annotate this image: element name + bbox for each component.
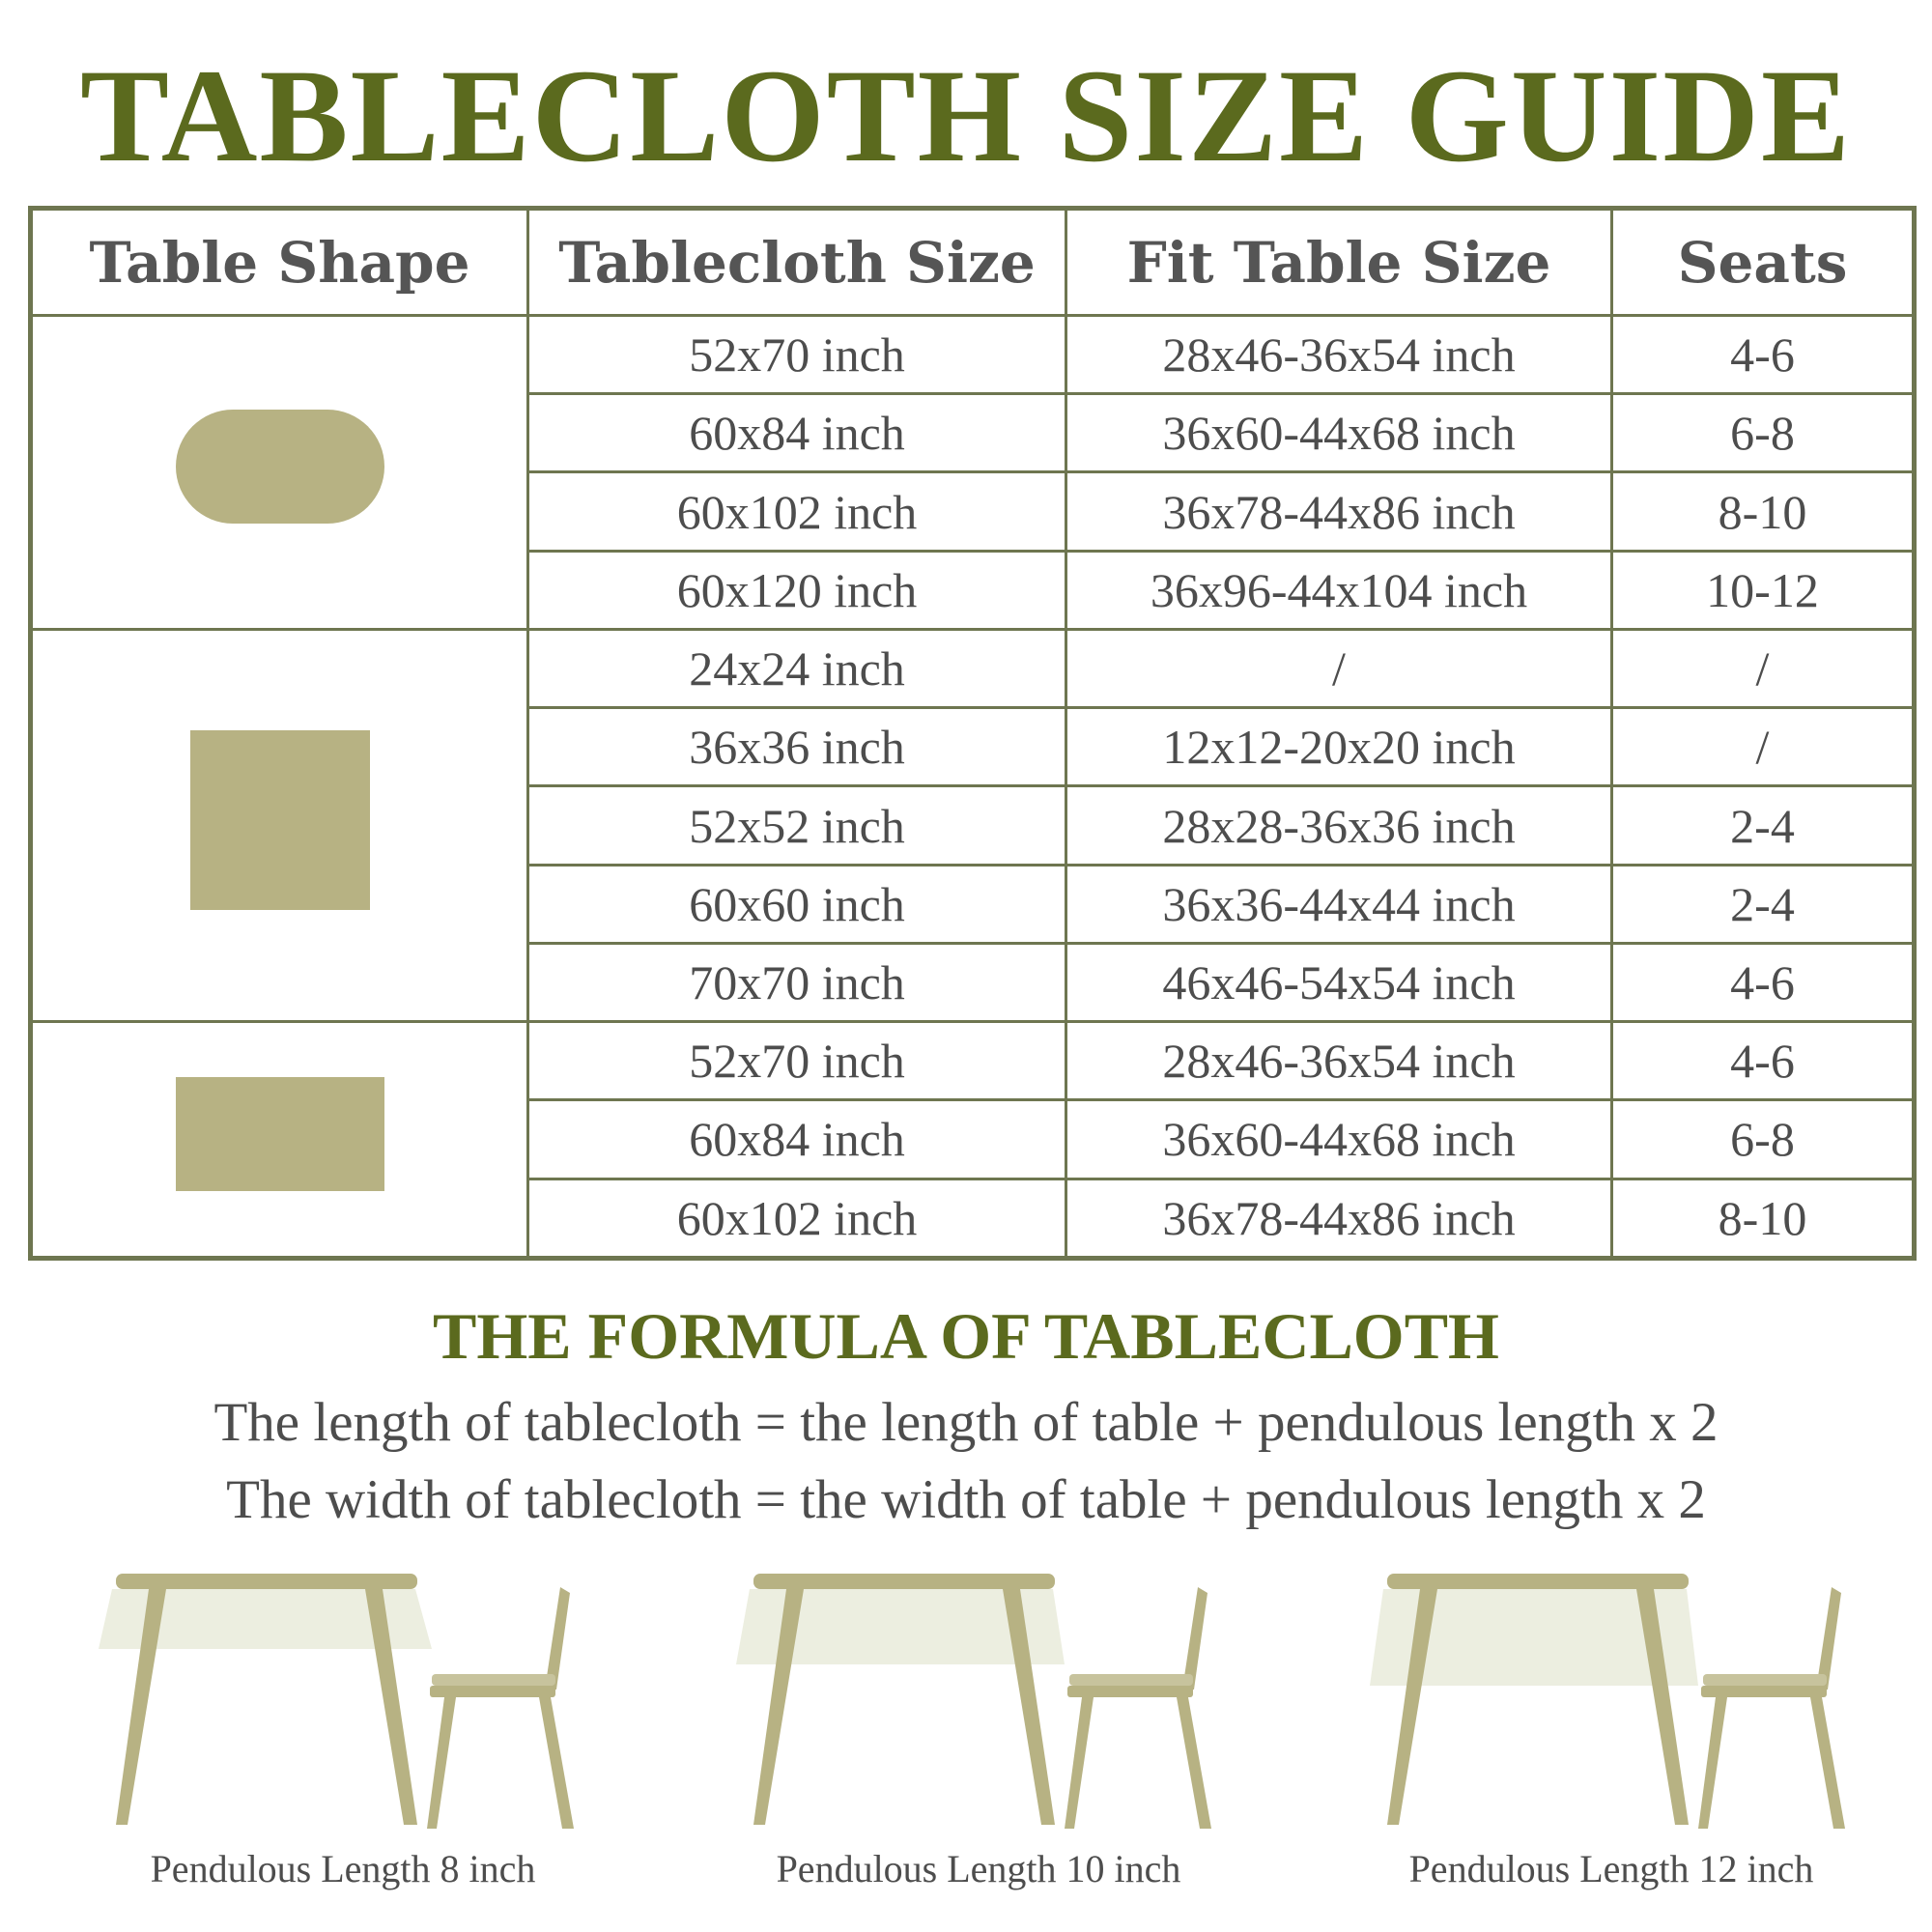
tablecloth-size-cell: 60x120 inch <box>528 551 1066 629</box>
size-guide-table <box>28 206 1917 1261</box>
shape-cell-rectangle <box>31 1022 528 1259</box>
chair-leg-left <box>1698 1697 1727 1829</box>
chair-seat-front <box>432 1674 555 1686</box>
fit-table-size-cell: 28x46-36x54 inch <box>1066 1022 1612 1100</box>
chair-seat <box>1067 1686 1193 1697</box>
seats-cell: / <box>1612 708 1915 786</box>
shape-cell-square <box>31 629 528 1021</box>
table-top <box>1387 1574 1689 1589</box>
seats-cell: 2-4 <box>1612 786 1915 865</box>
header-seats: Seats <box>1612 209 1915 316</box>
table-chair-illustration-12 <box>1370 1560 1872 1831</box>
fit-table-size-cell: 12x12-20x20 inch <box>1066 708 1612 786</box>
formula-width-line: The width of tablecloth = the width of table + pendulous length x 2 <box>226 1469 1706 1530</box>
chair-leg-left <box>427 1697 456 1829</box>
tablecloth-size-cell: 36x36 inch <box>528 708 1066 786</box>
fit-table-size-cell: 36x96-44x104 inch <box>1066 551 1612 629</box>
formula-title: THE FORMULA OF TABLECLOTH <box>433 1299 1499 1373</box>
chair-leg-right <box>1177 1697 1211 1829</box>
formula-length-line: The length of tablecloth = the length of table + pendulous length x 2 <box>213 1392 1719 1453</box>
tablecloth-size-cell: 60x84 inch <box>528 1100 1066 1179</box>
caption-pendulous-10: Pendulous Length 10 inch <box>776 1847 1181 1890</box>
square-icon <box>190 730 370 910</box>
chair-leg-right <box>1810 1697 1845 1829</box>
seats-cell: 8-10 <box>1612 472 1915 551</box>
table-row <box>31 629 1915 707</box>
seats-cell: 4-6 <box>1612 943 1915 1021</box>
fit-table-size-cell: 36x78-44x86 inch <box>1066 1179 1612 1258</box>
header-row <box>31 209 1915 316</box>
tablecloth-size-cell: 60x60 inch <box>528 865 1066 943</box>
oval-icon <box>176 410 384 524</box>
fit-table-size-cell: 28x46-36x54 inch <box>1066 316 1612 394</box>
chair-seat <box>430 1686 555 1697</box>
fit-table-size-cell: 46x46-54x54 inch <box>1066 943 1612 1021</box>
seats-cell: 4-6 <box>1612 316 1915 394</box>
seats-cell: 6-8 <box>1612 394 1915 472</box>
table-row <box>31 1022 1915 1100</box>
fit-table-size-cell: 36x36-44x44 inch <box>1066 865 1612 943</box>
table-top <box>753 1574 1055 1589</box>
fit-table-size-cell: 36x60-44x68 inch <box>1066 394 1612 472</box>
rectangle-icon <box>176 1077 384 1191</box>
tablecloth-size-cell: 60x84 inch <box>528 394 1066 472</box>
tablecloth-size-cell: 70x70 inch <box>528 943 1066 1021</box>
table-chair-illustration-10 <box>736 1560 1238 1831</box>
table-row <box>31 316 1915 394</box>
header-tablecloth-size: Tablecloth Size <box>528 209 1066 316</box>
fit-table-size-cell: / <box>1066 629 1612 707</box>
chair-seat-front <box>1703 1674 1827 1686</box>
chair-leg-right <box>539 1697 574 1829</box>
tablecloth-size-cell: 24x24 inch <box>528 629 1066 707</box>
seats-cell: 4-6 <box>1612 1022 1915 1100</box>
table-chair-icon <box>99 1560 601 1831</box>
tablecloth-size-cell: 52x70 inch <box>528 1022 1066 1100</box>
chair-leg-left <box>1065 1697 1094 1829</box>
chair-seat <box>1701 1686 1827 1697</box>
table-chair-icon <box>1370 1560 1872 1831</box>
caption-pendulous-12: Pendulous Length 12 inch <box>1408 1847 1814 1890</box>
seats-cell: 8-10 <box>1612 1179 1915 1258</box>
seats-cell: 6-8 <box>1612 1100 1915 1179</box>
caption-pendulous-8: Pendulous Length 8 inch <box>150 1847 536 1890</box>
table-chair-illustration-8 <box>99 1560 601 1831</box>
chair-seat-front <box>1069 1674 1193 1686</box>
table-top <box>116 1574 417 1589</box>
tablecloth-size-cell: 60x102 inch <box>528 1179 1066 1258</box>
page-title: TABLECLOTH SIZE GUIDE <box>80 42 1852 189</box>
table-chair-icon <box>736 1560 1238 1831</box>
fit-table-size-cell: 36x78-44x86 inch <box>1066 472 1612 551</box>
fit-table-size-cell: 36x60-44x68 inch <box>1066 1100 1612 1179</box>
seats-cell: / <box>1612 629 1915 707</box>
tablecloth-size-cell: 60x102 inch <box>528 472 1066 551</box>
header-table-shape: Table Shape <box>31 209 528 316</box>
shape-cell-oval <box>31 316 528 630</box>
fit-table-size-cell: 28x28-36x36 inch <box>1066 786 1612 865</box>
seats-cell: 2-4 <box>1612 865 1915 943</box>
tablecloth-size-cell: 52x52 inch <box>528 786 1066 865</box>
tablecloth-size-cell: 52x70 inch <box>528 316 1066 394</box>
seats-cell: 10-12 <box>1612 551 1915 629</box>
header-fit-table-size: Fit Table Size <box>1066 209 1612 316</box>
